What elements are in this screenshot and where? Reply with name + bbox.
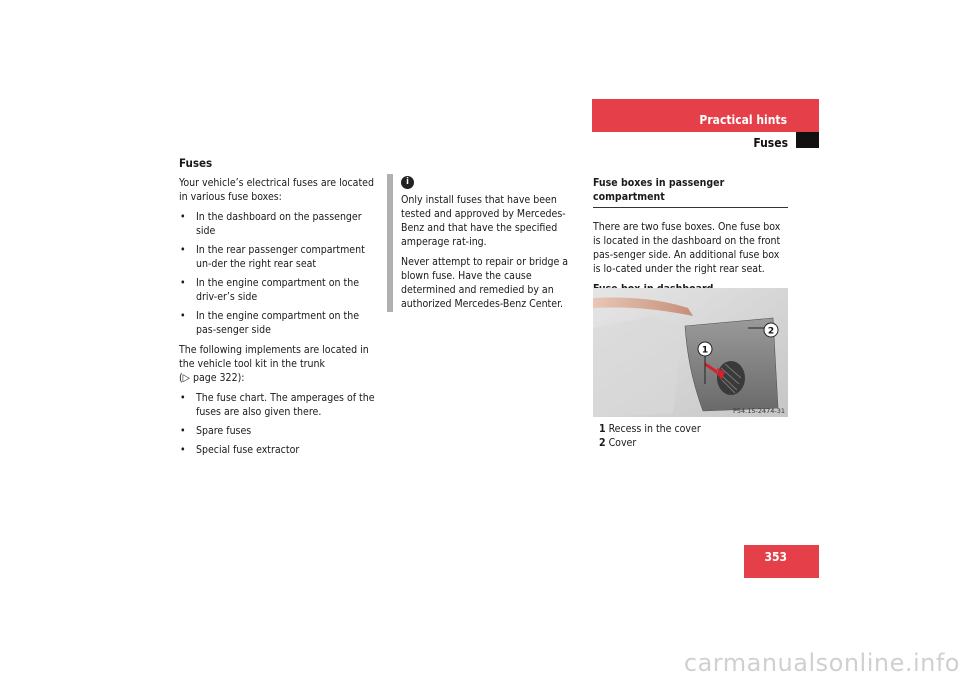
list-item: • In the engine compartment on the driv-er’s side (180, 277, 360, 303)
info-icon: i (401, 176, 414, 189)
note-sidebar-bar (387, 174, 393, 312)
callout-2: 2 (767, 326, 775, 337)
left-column (179, 156, 379, 463)
right-column (593, 176, 788, 300)
fuse-locations-list (179, 210, 379, 337)
toolkit-items-list (179, 391, 379, 457)
fuse-box-photo (593, 288, 788, 417)
chapter-title: Practical hints (699, 113, 787, 127)
page-number-box (744, 545, 819, 578)
info-note (401, 176, 581, 317)
list-item: • In the engine compartment on the pas-senger side (180, 310, 360, 336)
fuses-intro: Your vehicle’s electrical fuses are located in various fuse boxes: (179, 177, 374, 203)
note-paragraph-1: Only install fuses that have been tested and approved by Mercedes-Benz and that have the specified amperage rat-ing. (401, 194, 566, 248)
watermark-text: carmanualsonline.info (683, 649, 960, 677)
caption-1: 1 Recess in the cover (599, 423, 701, 435)
toolkit-intro: The following implements are located in the vehicle tool kit in the trunk (▷ page 322): (179, 344, 369, 384)
note-paragraph-2: Never attempt to repair or bridge a blown fuse. Have the cause determined and remedied by an authorized Mercedes-Benz Center. (401, 256, 569, 310)
fuses-heading: Fuses (179, 156, 213, 170)
list-item: • In the dashboard on the passenger side (180, 211, 362, 237)
fuse-boxes-body: There are two fuse boxes. One fuse box is located in the dashboard on the front pas-senger side. An additional fuse box is lo-cated under the right rear seat. (593, 221, 781, 275)
figure-code: P54.15-2474-31 (732, 407, 785, 415)
section-title: Fuses (753, 136, 788, 150)
page-reference-link[interactable]: (▷ page 322): (179, 372, 245, 384)
chapter-header-bar (592, 99, 819, 132)
fuse-boxes-heading: Fuse boxes in passenger compartment (593, 176, 788, 208)
list-item: • The fuse chart. The amperages of the fuses are also given there. (180, 392, 375, 418)
list-item: • Spare fuses (180, 425, 252, 437)
list-item: • Special fuse extractor (180, 444, 300, 456)
list-item: • In the rear passenger compartment un-der the right rear seat (180, 244, 365, 270)
caption-2: 2 Cover (599, 437, 637, 449)
callout-1: 1 (701, 345, 709, 356)
section-marker (796, 132, 819, 148)
page-number: 353 (764, 550, 787, 564)
figure-captions (599, 422, 789, 450)
